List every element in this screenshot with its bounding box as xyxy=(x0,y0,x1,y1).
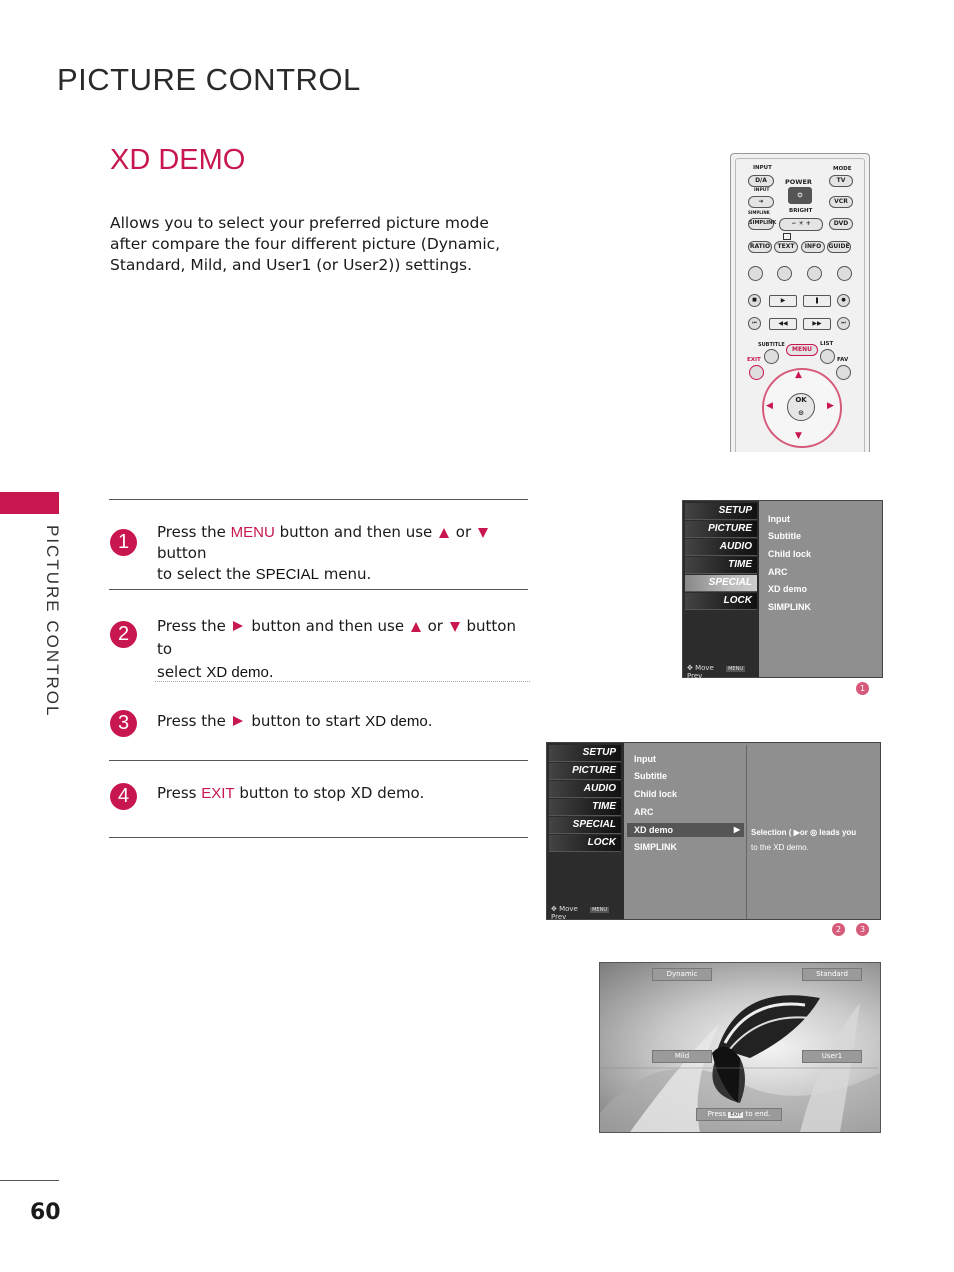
remote-subtitle-label: SUBTITLE xyxy=(758,342,785,348)
submenu-arc[interactable]: ARC xyxy=(768,567,788,577)
exit-instruction: Press EXIT to end. xyxy=(696,1108,782,1121)
menu-item-audio[interactable]: AUDIO xyxy=(685,539,757,556)
submenu-subtitle[interactable]: Subtitle xyxy=(768,531,801,541)
step-3-text: Press the button to start XD demo. xyxy=(157,712,433,730)
remote-list-label: LIST xyxy=(820,341,834,347)
pip-icon xyxy=(783,233,791,240)
nav-left-icon[interactable]: ◀ xyxy=(766,401,773,411)
right-arrow-icon: ▶ xyxy=(793,828,800,837)
xd-demo-menu-screenshot xyxy=(546,742,881,920)
submenu-simplink[interactable]: SIMPLINK xyxy=(634,842,678,852)
skip-forward-icon[interactable]: ⏭ xyxy=(837,317,850,330)
submenu-input[interactable]: Input xyxy=(768,514,790,524)
remote-ratio-button[interactable]: RATIO xyxy=(748,241,772,253)
label-user1: User1 xyxy=(802,1050,862,1063)
submenu-xd-demo-selected[interactable]: XD demo ▶ xyxy=(627,823,744,837)
special-keyword: SPECIAL xyxy=(255,566,319,583)
submenu-subtitle[interactable]: Subtitle xyxy=(634,771,667,781)
menu-column-divider xyxy=(746,745,747,919)
submenu-child-lock[interactable]: Child lock xyxy=(768,549,812,559)
remote-simplink-small-label: SIMPLINK xyxy=(748,210,770,215)
right-arrow-icon xyxy=(233,621,243,631)
menu-item-picture[interactable]: PICTURE xyxy=(685,521,757,538)
step-4-text: Press EXIT button to stop XD demo. xyxy=(157,784,425,802)
step-divider-dotted xyxy=(155,681,530,682)
step-number-2: 2 xyxy=(110,621,137,648)
input-arrow-icon[interactable]: ➜ xyxy=(748,196,774,208)
nav-up-icon[interactable]: ▲ xyxy=(795,370,802,380)
navigation-ring[interactable] xyxy=(762,368,842,448)
help-text: Selection ( ▶or ◎ leads you to the XD demo. xyxy=(751,828,857,852)
menu-footer-hint: ✥ Move MENU Prev xyxy=(551,905,607,921)
menu-item-picture[interactable]: PICTURE xyxy=(549,763,621,780)
color-button-1[interactable] xyxy=(748,266,763,281)
butterfly-image xyxy=(600,963,880,1132)
color-button-3[interactable] xyxy=(807,266,822,281)
step-2-text: Press the button and then use or button to select XD demo. xyxy=(157,617,516,681)
special-menu-screenshot xyxy=(682,500,883,678)
remote-vcr-button[interactable]: VCR xyxy=(829,196,853,208)
menu-footer-hint: ✥ Move MENU Prev xyxy=(687,664,743,680)
remote-da-button[interactable]: D/A xyxy=(748,175,774,187)
remote-input2-label: INPUT xyxy=(754,188,770,193)
up-arrow-icon xyxy=(439,528,449,538)
power-icon[interactable]: ⏻ xyxy=(788,187,812,204)
page-number: 60 xyxy=(30,1200,61,1225)
pause-icon[interactable]: ❚ xyxy=(803,295,831,307)
record-icon[interactable]: ● xyxy=(837,294,850,307)
ok-icon: ◎ xyxy=(810,828,818,837)
color-button-4[interactable] xyxy=(837,266,852,281)
step-number-4: 4 xyxy=(110,783,137,810)
side-tab-marker xyxy=(0,492,59,514)
down-arrow-icon xyxy=(450,622,460,632)
remote-exit-label: EXIT xyxy=(747,357,761,363)
color-button-2[interactable] xyxy=(777,266,792,281)
remote-info-button[interactable]: INFO xyxy=(801,241,825,253)
bright-rocker[interactable] xyxy=(779,218,823,231)
menu-category-list xyxy=(683,501,759,680)
up-arrow-icon xyxy=(411,622,421,632)
remote-bright-label: BRIGHT xyxy=(789,208,813,214)
label-standard: Standard xyxy=(802,968,862,981)
remote-mode-label: MODE xyxy=(833,166,852,172)
skip-back-icon[interactable]: ⏮ xyxy=(748,317,761,330)
step-badge-2: 2 xyxy=(832,923,845,936)
label-mild: Mild xyxy=(652,1050,712,1063)
remote-simplink-button[interactable]: SIMPLINK xyxy=(748,218,774,230)
bright-plus: + xyxy=(805,220,811,227)
submenu-child-lock[interactable]: Child lock xyxy=(634,789,678,799)
exit-keyword: EXIT xyxy=(201,785,235,802)
fast-forward-icon[interactable]: ▶▶ xyxy=(803,318,831,330)
menu-item-time[interactable]: TIME xyxy=(685,557,757,574)
rewind-icon[interactable]: ◀◀ xyxy=(769,318,797,330)
ok-label: OK xyxy=(795,396,807,404)
down-arrow-icon xyxy=(478,528,488,538)
submenu-input[interactable]: Input xyxy=(634,754,656,764)
remote-dvd-button[interactable]: DVD xyxy=(829,218,853,230)
remote-text-button[interactable]: TEXT xyxy=(774,241,798,253)
submenu-simplink[interactable]: SIMPLINK xyxy=(768,602,812,612)
submenu-arc[interactable]: ARC xyxy=(634,807,654,817)
step-divider-2 xyxy=(109,760,528,761)
move-icon: ✥ xyxy=(687,664,696,672)
menu-item-lock[interactable]: LOCK xyxy=(685,593,757,610)
xd-demo-keyword: XD demo xyxy=(206,664,269,681)
menu-item-audio[interactable]: AUDIO xyxy=(549,781,621,798)
move-icon: ✥ xyxy=(551,905,560,913)
sidebar-label: PICTURE CONTROL xyxy=(43,525,62,718)
step-1-text: Press the MENU button and then use or button to select the SPECIAL menu. xyxy=(157,522,527,585)
exit-button[interactable] xyxy=(749,365,764,380)
subtitle-button[interactable] xyxy=(764,349,779,364)
label-dynamic: Dynamic xyxy=(652,968,712,981)
menu-item-special[interactable]: SPECIAL xyxy=(685,575,757,592)
sun-icon: ☀ xyxy=(798,220,806,227)
ok-button[interactable] xyxy=(787,393,815,421)
menu-category-list xyxy=(547,743,624,919)
step-number-3: 3 xyxy=(110,710,137,737)
remote-tv-button[interactable]: TV xyxy=(829,175,853,187)
right-arrow-icon: ▶ xyxy=(733,825,740,834)
fav-button[interactable] xyxy=(836,365,851,380)
nav-down-icon[interactable]: ▼ xyxy=(795,431,802,441)
xd-demo-keyword: XD demo xyxy=(365,713,428,730)
remote-power-label: POWER xyxy=(785,178,812,186)
remote-guide-button[interactable]: GUIDE xyxy=(827,241,851,253)
xd-demo-screen xyxy=(599,962,881,1133)
menu-item-setup[interactable]: SETUP xyxy=(685,503,757,520)
step-number-1: 1 xyxy=(110,529,137,556)
step-badge-1: 1 xyxy=(856,682,869,695)
remote-fav-label: FAV xyxy=(837,357,849,363)
menu-keyword: MENU xyxy=(230,524,275,541)
bright-minus: − xyxy=(791,220,797,227)
menu-item-time[interactable]: TIME xyxy=(549,799,621,816)
step-badge-3: 3 xyxy=(856,923,869,936)
step-divider-top xyxy=(109,499,528,500)
right-arrow-icon xyxy=(233,716,243,726)
step-divider-1 xyxy=(109,589,528,590)
remote-input-label: INPUT xyxy=(753,165,772,171)
menu-item-lock[interactable]: LOCK xyxy=(549,835,621,852)
step-divider-bottom xyxy=(109,837,528,838)
submenu-xd-demo[interactable]: XD demo xyxy=(768,584,808,594)
ok-dot-icon: ⊙ xyxy=(798,409,804,417)
exit-key: EXIT xyxy=(730,1112,742,1118)
nav-right-icon[interactable]: ▶ xyxy=(827,401,834,411)
remote-control xyxy=(730,153,870,452)
footer-divider xyxy=(0,1180,59,1181)
list-button[interactable] xyxy=(820,349,835,364)
section-title: XD DEMO xyxy=(110,144,246,176)
menu-item-special[interactable]: SPECIAL xyxy=(549,817,621,834)
page-title: PICTURE CONTROL xyxy=(57,62,361,97)
intro-paragraph: Allows you to select your preferred picture mode after compare the four different picture (Dynamic, Standard, Mild, and User1 (or User2)) settings. xyxy=(110,214,501,274)
menu-item-setup[interactable]: SETUP xyxy=(549,745,621,762)
stop-icon[interactable]: ■ xyxy=(748,294,761,307)
play-icon[interactable]: ▶ xyxy=(769,295,797,307)
remote-menu-button[interactable]: MENU xyxy=(786,344,818,356)
